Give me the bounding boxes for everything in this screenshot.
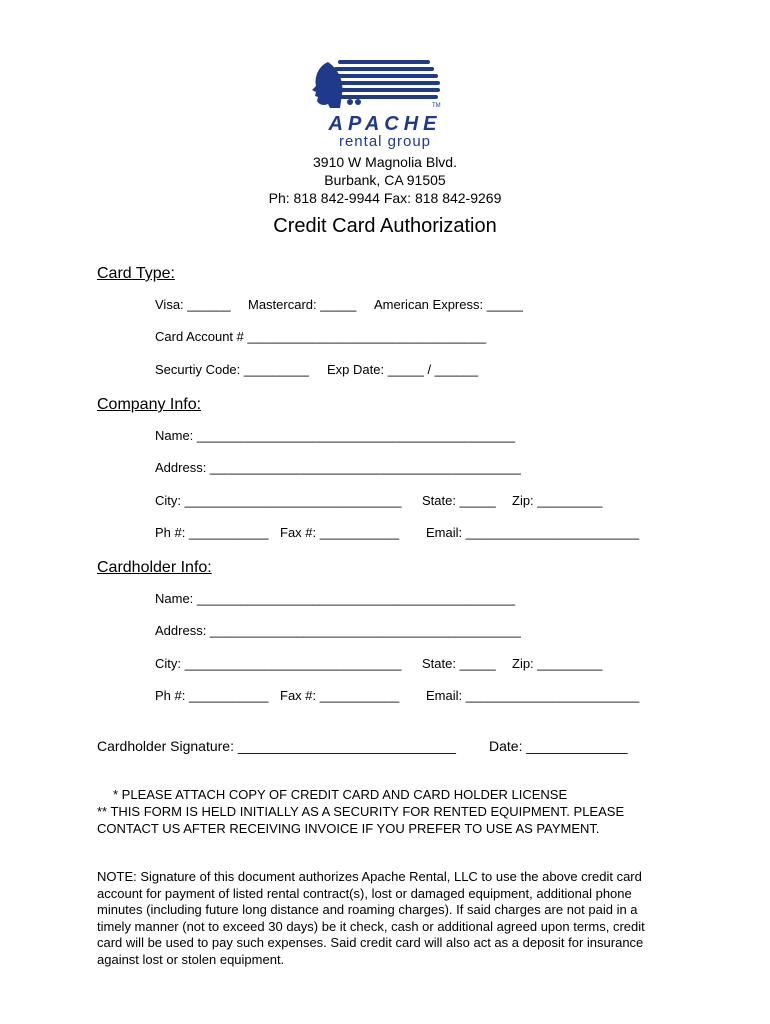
company-fax-field[interactable]: Fax #: ___________ (280, 525, 400, 540)
authorization-disclaimer: NOTE: Signature of this document authorizes Apache Rental, LLC to use the above credit card account for payment of listed rental contract(s), lost or damaged equipment, additional phone minutes (including future long distance and roaming charges). If said charges are not paid in a timely manner (not to exceed 30 days) be it check, cash or additional agreed upon terms, credit card will be used to pay such expenses. Said credit card will also act as a deposit for insurance against lost or stolen equipment. (97, 869, 645, 967)
amex-field[interactable]: American Express: _____ (374, 297, 523, 312)
apache-logo (310, 56, 460, 152)
cardholder-signature-field[interactable]: Cardholder Signature: ____________________________ (97, 738, 456, 754)
cardholder-city-field[interactable]: City: ______________________________ (155, 656, 402, 671)
exp-date-field[interactable]: Exp Date: _____ / ______ (327, 362, 479, 377)
address-line-2: Burbank, CA 91505 (324, 172, 446, 188)
security-note: ** THIS FORM IS HELD INITIALLY AS A SECURITY FOR RENTED EQUIPMENT. PLEASE CONTACT US AFTER RECEIVING INVOICE IF YOU PREFER TO USE AS PAYMENT. (97, 804, 625, 836)
cardholder-email-field[interactable]: Email: ________________________ (426, 688, 640, 703)
attach-license-text: * PLEASE ATTACH COPY OF CREDIT CARD AND CARD HOLDER LICENSE (113, 787, 568, 802)
svg-text:APACHE: APACHE (328, 113, 442, 135)
signature-date-field[interactable]: Date: _____________ (489, 738, 628, 754)
company-zip-field[interactable]: Zip: _________ (512, 493, 603, 508)
company-address-field[interactable]: Address: ___________________________________________ (155, 460, 521, 475)
company-state-field[interactable]: State: _____ (422, 493, 496, 508)
page-title: Credit Card Authorization (273, 215, 497, 237)
mastercard-field[interactable]: Mastercard: _____ (248, 297, 357, 312)
cardholder-address-field[interactable]: Address: ___________________________________________ (155, 623, 521, 638)
card-type-heading: Card Type: (97, 265, 175, 282)
cardholder-zip-field[interactable]: Zip: _________ (512, 656, 603, 671)
logo-emblem-icon (310, 56, 460, 152)
attach-license-note (97, 787, 657, 804)
card-account-field[interactable]: Card Account # _________________________________ (155, 329, 487, 344)
security-code-field[interactable]: Securtiy Code: _________ (155, 362, 309, 377)
svg-text:TM: TM (432, 103, 441, 109)
address-line-1: 3910 W Magnolia Blvd. (313, 154, 457, 170)
cardholder-phone-field[interactable]: Ph #: ___________ (155, 688, 269, 703)
company-phone-field[interactable]: Ph #: ___________ (155, 525, 269, 540)
phone-fax-line: Ph: 818 842-9944 Fax: 818 842-9269 (268, 190, 502, 206)
cardholder-fax-field[interactable]: Fax #: ___________ (280, 688, 400, 703)
cardholder-state-field[interactable]: State: _____ (422, 656, 496, 671)
company-email-field[interactable]: Email: ________________________ (426, 525, 640, 540)
visa-field[interactable]: Visa: ______ (155, 297, 231, 312)
company-info-heading: Company Info: (97, 396, 202, 413)
company-name-field[interactable]: Name: ____________________________________________ (155, 428, 516, 443)
cardholder-info-heading: Cardholder Info: (97, 559, 212, 576)
svg-text:rental group: rental group (338, 133, 432, 150)
company-city-field[interactable]: City: ______________________________ (155, 493, 402, 508)
cardholder-name-field[interactable]: Name: ____________________________________________ (155, 591, 516, 606)
